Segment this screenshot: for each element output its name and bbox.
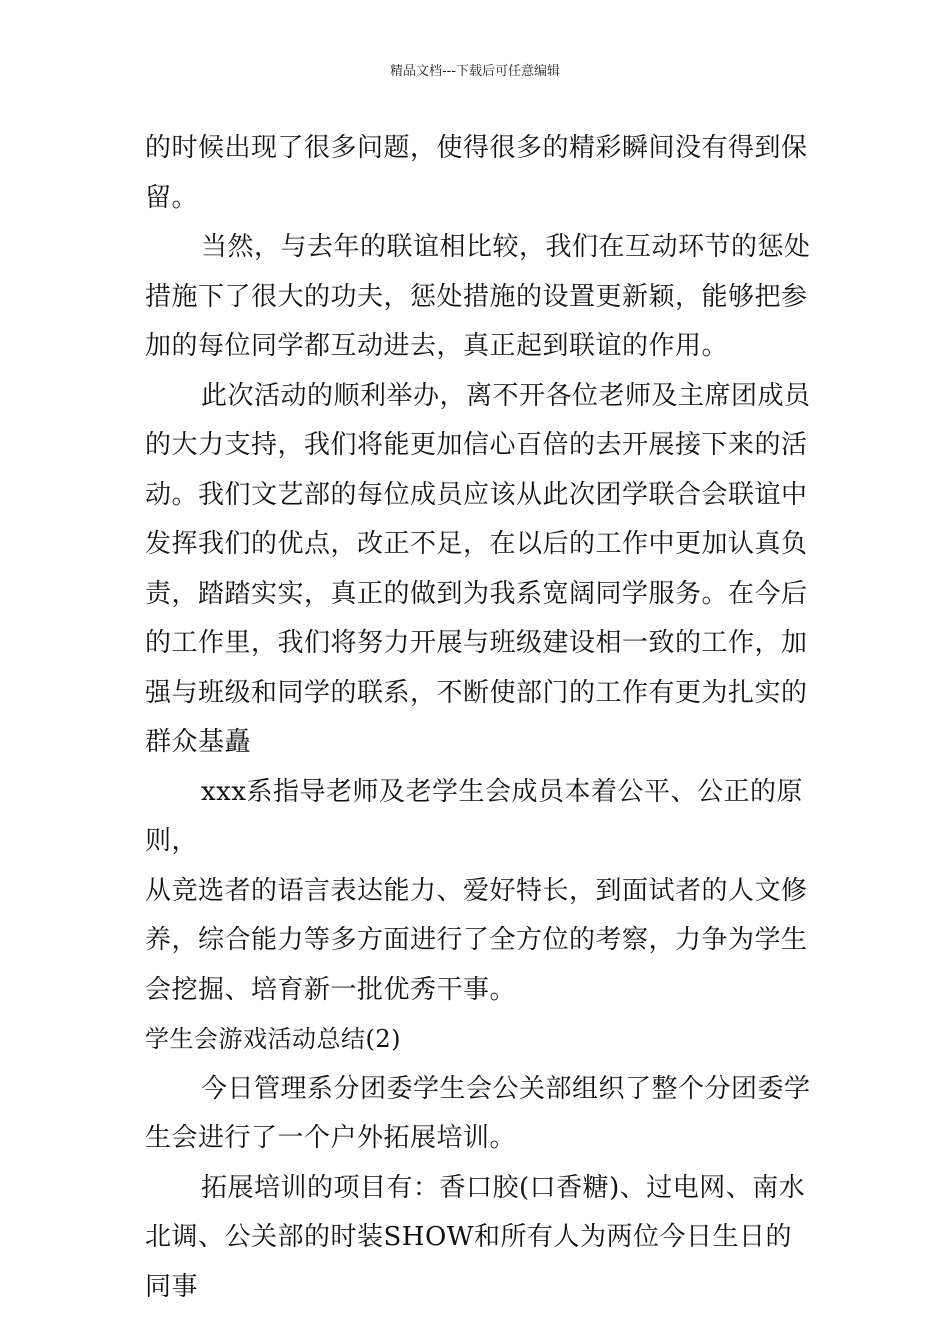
text-line: xxx系指导老师及老学生会成员本着公平、公正的原则，	[145, 776, 803, 856]
text-line: 养，综合能力等多方面进行了全方位的考察，力争为学生	[145, 925, 808, 955]
paragraph-6	[145, 1164, 815, 1313]
heading-text: 学生会游戏活动总结(2)	[145, 1025, 401, 1053]
text-line: 北调、公关部的时装SHOW和所有人为两位今日生日的同事	[145, 1222, 793, 1302]
paragraph-4	[145, 768, 815, 1016]
text-line: 此次活动的顺利举办，离不开各位老师及主席团成员	[201, 380, 811, 411]
text-line: 的工作里，我们将努力开展与班级建设相一致的工作，加	[145, 628, 808, 658]
paragraph-1	[145, 124, 815, 223]
text-line: 的时候出现了很多问题，使得很多的精彩瞬间没有得到保	[145, 133, 808, 163]
text-line: 当然，与去年的联谊相比较，我们在互动环节的惩处	[201, 232, 811, 262]
document-body	[145, 124, 815, 1312]
text-line: 拓展培训的项目有：香口胶(口香糖)、过电网、南水	[201, 1172, 806, 1203]
text-line: 从竞选者的语言表达能力、爱好特长，到面试者的人文修	[145, 875, 808, 906]
header-text: 精品文档---下载后可任意编辑	[389, 64, 561, 79]
text-line: 今日管理系分团委学生会公关部组织了整个分团委学	[201, 1073, 811, 1104]
text-line: 的大力支持，我们将能更加信心百倍的去开展接下来的活	[145, 430, 808, 460]
text-line: 群众基矗	[145, 727, 252, 757]
text-line: 留。	[145, 182, 199, 213]
paragraph-2	[145, 223, 815, 372]
text-line: 强与班级和同学的联系，不断使部门的工作有更为扎实的	[145, 677, 808, 708]
paragraph-5	[145, 1065, 815, 1164]
text-line: 会挖掘、培育新一批优秀干事。	[145, 974, 517, 1005]
paragraph-3	[145, 372, 815, 768]
page-header	[0, 62, 950, 82]
text-line: 措施下了很大的功夫，惩处措施的设置更新颖，能够把参	[145, 281, 808, 312]
text-line: 责，踏踏实实，真正的做到为我系宽阔同学服务。在今后	[145, 578, 808, 609]
text-line: 加的每位同学都互动进去，真正起到联谊的作用。	[145, 331, 729, 361]
section-heading	[145, 1015, 815, 1065]
text-line: 发挥我们的优点，改正不足，在以后的工作中更加认真负	[145, 529, 808, 559]
text-line: 动。我们文艺部的每位成员应该从此次团学联合会联谊中	[145, 479, 808, 510]
text-line: 生会进行了一个户外拓展培训。	[145, 1123, 517, 1153]
